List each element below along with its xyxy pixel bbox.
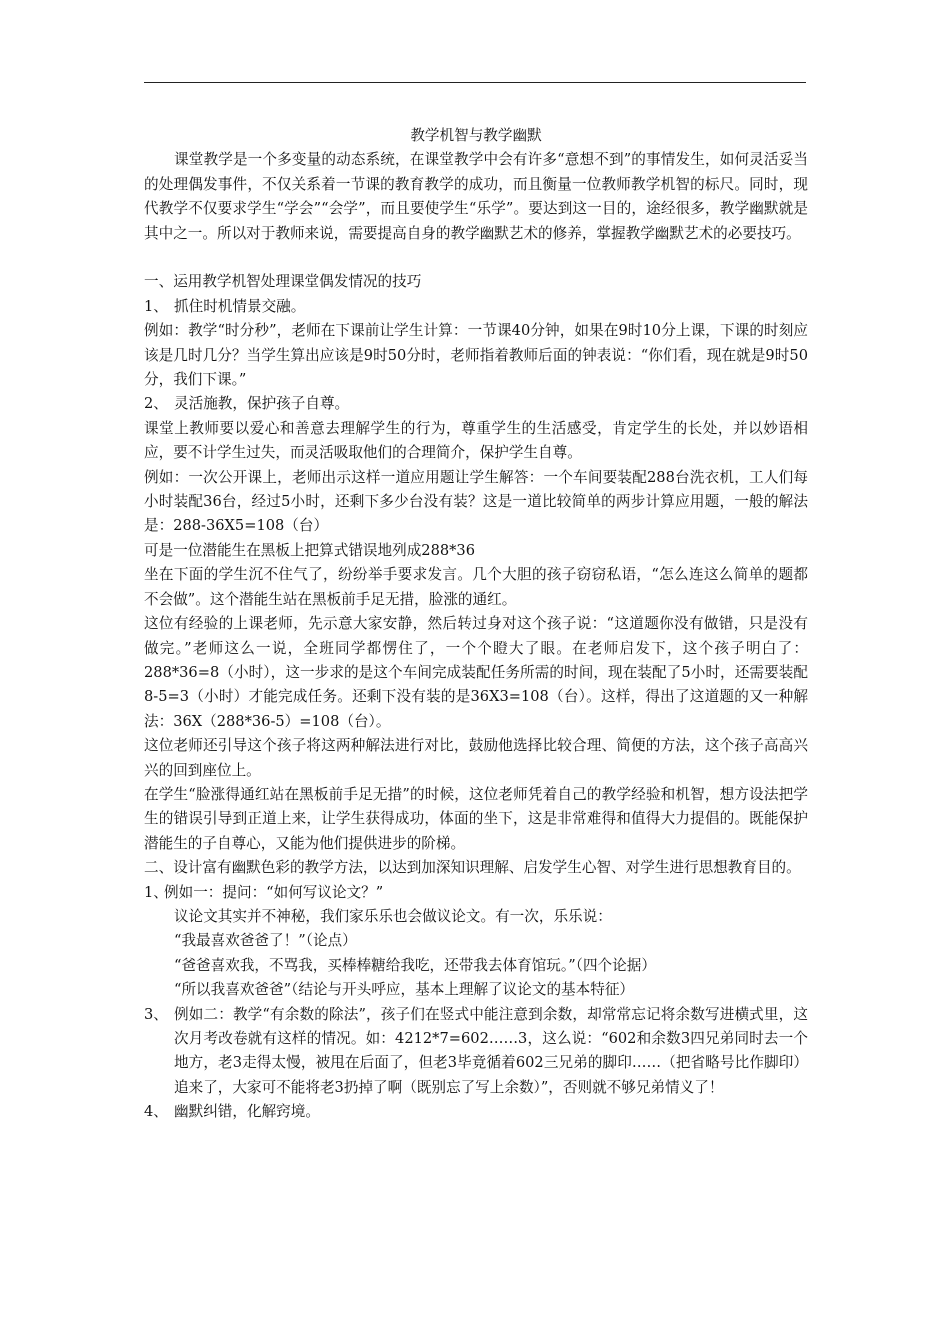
respect-paragraph: 课堂上教师要以爱心和善意去理解学生的行为，尊重学生的生活感受，肯定学生的长处，并以妙语相应，要不计学生过失，而灵活吸取他们的合理简介，保护学生自尊。 (144, 419, 808, 462)
list-text: 幽默纠错，化解窍境。 (174, 1103, 320, 1121)
header-rule (144, 82, 806, 83)
section2-heading: 二、设计富有幽默色彩的教学方法，以达到加深知识理解、启发学生心智、对学生进行思想教育目的。 (144, 859, 801, 877)
document-body (144, 124, 808, 1125)
example-2-paragraph: 例如：一次公开课上，老师出示这样一道应用题让学生解答：一个车间要装配288台洗衣机，工人们每小时装配36台，经过5小时，还剩下多少台没有装？这是一道比较简单的两步计算应用题，一般的解法是：288-36X5=108（台） (144, 468, 808, 535)
intro-paragraph: 课堂教学是一个多变量的动态系统，在课堂教学中会有许多“意想不到”的事情发生，如何灵活妥当的处理偶发事件，不仅关系着一节课的教育教学的成功，而且衡量一位教师教学机智的标尺。同时，现代教学不仅要求学生“学会”“会学”，而且要使学生“乐学”。要达到这一目的，途经很多，教学幽默就是其中之一。所以对于教师来说，需要提高自身的教学幽默艺术的修养，掌握教学幽默艺术的必要技巧。 (144, 151, 808, 242)
example-a-line: “爸爸喜欢我，不骂我，买棒棒糖给我吃，还带我去体育馆玩。”（四个论据） (174, 956, 656, 974)
list-item-4 (144, 1100, 808, 1124)
list-text: 例如二：教学“有余数的除法”，孩子们在竖式中能注意到余数，却常常忘记将余数写进横式里，这次月考改卷就有这样的情况。如：4212*7=602……3，这么说：“602和余数3四兄弟同时去一个地方，老3走得太慢，被甩在后面了，但老3毕竟循着602三兄弟的脚印……（把省略号比作脚印）追来了，大家可不能将老3扔掉了啊（既别忘了写上余数）”，否则就不够兄弟情义了！ (174, 1005, 808, 1096)
summary-paragraph: 在学生“脸涨得通红站在黑板前手足无措”的时候，这位老师凭着自己的教学经验和机智，想方设法把学生的错误引导到正道上来，让学生获得成功，体面的坐下，这是非常难得和值得大力提倡的。既能保护潜能生的子自尊心，又能为他们提供进步的阶梯。 (144, 785, 808, 852)
section1-heading: 一、运用教学机智处理课堂偶发情况的技巧 (144, 273, 422, 291)
list-item-example-b (144, 1003, 808, 1101)
example-a-line: “我最喜欢爸爸了！”（论点） (174, 932, 357, 950)
list-number: 1、 (144, 883, 168, 901)
mistake-paragraph: 可是一位潜能生在黑板上把算式错误地列成288*36 (144, 541, 476, 559)
list-item-2 (144, 392, 808, 416)
list-number: 3、 (144, 1005, 168, 1023)
compare-paragraph: 这位老师还引导这个孩子将这两种解法进行对比，鼓励他选择比较合理、简便的方法，这个孩子高高兴兴的回到座位上。 (144, 737, 808, 779)
whisper-paragraph: 坐在下面的学生沉不住气了，纷纷举手要求发言。几个大胆的孩子窃窃私语，“怎么连这么简单的题都不会做”。这个潜能生站在黑板前手足无措，脸涨的通红。 (144, 566, 808, 608)
list-text: 抓住时机情景交融。 (174, 297, 306, 315)
list-number: 2、 (144, 395, 168, 413)
list-text: 灵活施教，保护孩子自尊。 (174, 395, 350, 413)
document-title: 教学机智与教学幽默 (410, 127, 542, 144)
list-number: 1、 (144, 297, 168, 315)
blank-line (144, 246, 808, 270)
list-item-example-a (144, 881, 808, 905)
example-a-line: 议论文其实并不神秘，我们家乐乐也会做议论文。有一次，乐乐说： (174, 907, 612, 925)
example-a-line: “所以我喜欢爸爸”（结论与开头呼应，基本上理解了议论文的基本特征） (174, 981, 635, 999)
list-item-1 (144, 295, 808, 319)
list-number: 4、 (144, 1103, 168, 1121)
example-1-paragraph: 例如：教学“时分秒”，老师在下课前让学生计算：一节课40分钟，如果在9时10分上课，下课的时刻应该是几时几分？当学生算出应该是9时50分时，老师指着教师后面的钟表说：“你们看，现在就是9时50分，我们下课。” (144, 322, 808, 389)
list-text: 例如一：提问：“如何写议论文？” (164, 883, 384, 901)
teacher-paragraph: 这位有经验的上课老师，先示意大家安静，然后转过身对这个孩子说：“这道题你没有做错，只是没有做完。”老师这么一说，全班同学都愣住了，一个个瞪大了眼。在老师启发下，这个孩子明白了：288*36=8（小时），这一步求的是这个车间完成装配任务所需的时间，现在装配了5小时，还需要装配8-5=3（小时）才能完成任务。还剩下没有装的是36X3=108（台）。这样，得出了这道题的又一种解法：36X（288*36-5）=108（台）。 (144, 615, 808, 730)
